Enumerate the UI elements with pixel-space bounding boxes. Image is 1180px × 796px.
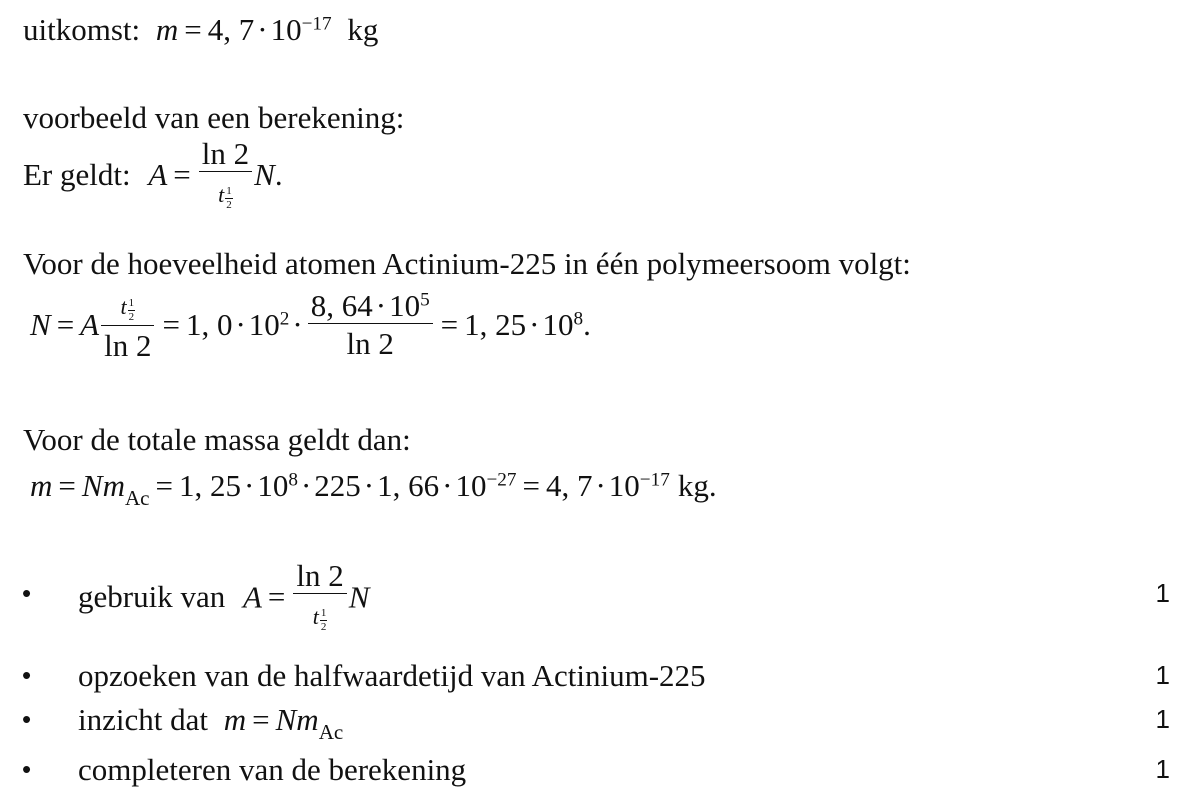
bullet-icon: • (22, 754, 32, 784)
bullet-icon: • (22, 704, 32, 734)
criterion-points: 1 (1155, 578, 1170, 608)
example-heading: voorbeeld van een berekening: (23, 100, 405, 135)
criterion-points: 1 (1155, 754, 1170, 784)
criterion-formula-activity: A = ln 2 t $\frac{1}{2}$ N (242, 558, 370, 634)
result-formula: m = 4, $7\cdot 10^{-17}$ kg (155, 12, 379, 47)
fraction-ln2-over-thalf: ln 2 t $\frac{1}{2}$ (199, 138, 252, 211)
result-label: uitkomst: (23, 12, 141, 47)
formula-activity: Er geldt: A = ln 2 t $\frac{1}{2}$ N. (23, 136, 283, 212)
formula-N: N = A t $\frac{1}{2}$ ln 2 = 1, $0\cdot 10^2\cdot$ $\frac{8, 64\cdot 10^5}{\ln 2}$ = 1, $25\cdot 10^8$. (30, 288, 591, 364)
fraction-thalf-value-over-ln2: $\frac{8, 64\cdot 10^5}{\ln 2}$ (308, 290, 433, 359)
bullet-icon: • (22, 578, 32, 608)
mass-text: Voor de totale massa geldt dan: (23, 422, 411, 457)
formula-mass: $m = Nm_{Ac} = 1$, $25\cdot 10^8\cdot 225\cdot 1$, $66\cdot 10^{-27} = 4$, $7\cdot 10^{-17}$ kg. (30, 468, 717, 510)
actinium-text: Voor de hoeveelheid atomen Actinium-225 in één polymeersoom volgt: (23, 246, 911, 281)
result-line (23, 14, 378, 45)
half-fraction: $\frac{1}{2}$ (226, 185, 232, 212)
criterion-points: 1 (1155, 660, 1170, 690)
fraction-thalf-over-ln2: t $\frac{1}{2}$ ln 2 (101, 288, 154, 361)
criterion-formula-mass: $m = Nm_{Ac}$ (223, 702, 344, 744)
bullet-icon: • (22, 660, 32, 690)
formula-lead: Er geldt: (23, 157, 131, 193)
criterion-points: 1 (1155, 704, 1170, 734)
